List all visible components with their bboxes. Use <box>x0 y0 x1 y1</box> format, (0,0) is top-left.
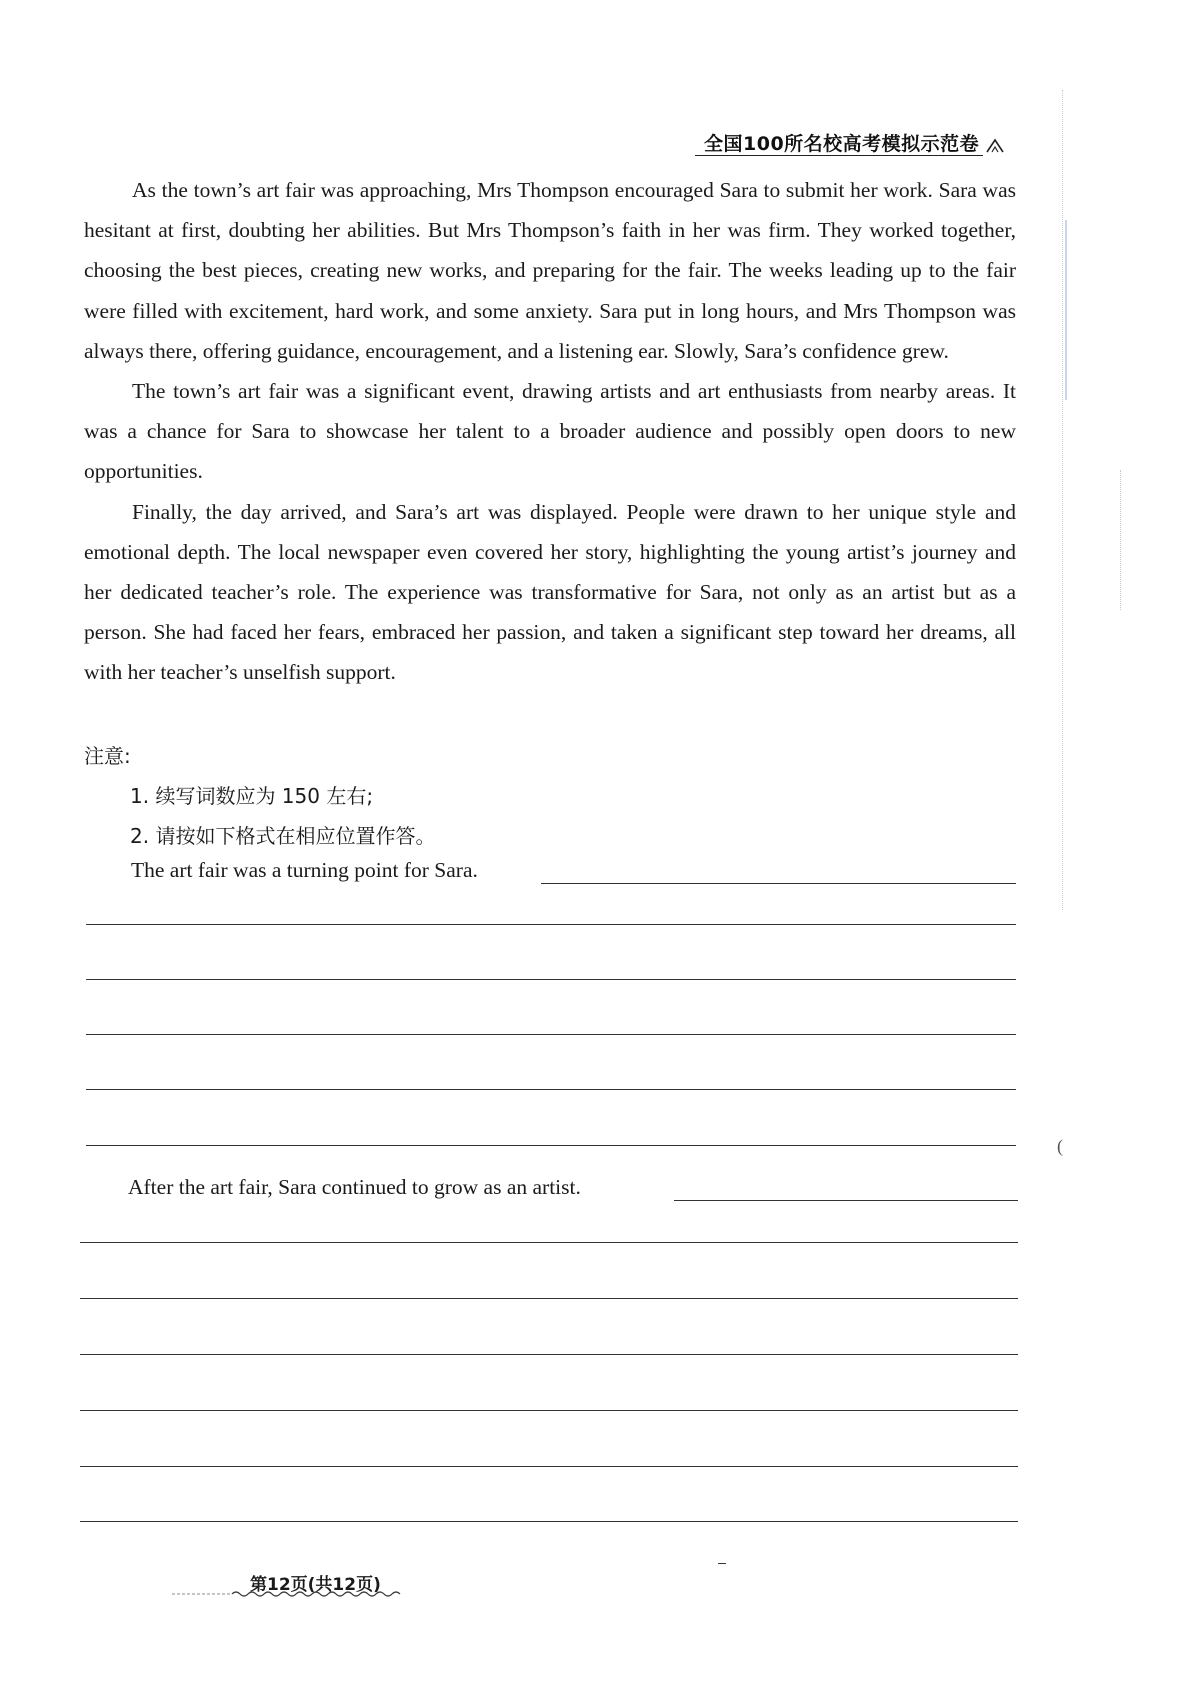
writing-line[interactable] <box>80 1466 1018 1467</box>
continuation-prompt-2: After the art fair, Sara continued to grow as an artist. <box>128 1175 581 1199</box>
writing-line[interactable] <box>86 1089 1016 1090</box>
stray-mark <box>718 1563 726 1564</box>
writing-line[interactable] <box>86 1034 1016 1035</box>
header-rule <box>695 155 983 156</box>
passage-paragraph: As the town’s art fair was approaching, Mrs Thompson encouraged Sara to submit her work. Sara was hesitant at first, doubting her abilities. But Mrs Thompson’s faith in her was firm. They worked together, choosing the best pieces, creating new works, and preparing for the fair. The weeks leading up to the fair were filled with excitement, hard work, and some anxiety. Sara put in long hours, and Mrs Thompson was always there, offering guidance, encouragement, and a listening ear. Slowly, Sara’s confidence grew. <box>84 178 1016 363</box>
passage-paragraph: Finally, the day arrived, and Sara’s art was displayed. People were drawn to her unique style and emotional depth. The local newspaper even covered her story, highlighting the young artist’s journey and her dedicated teacher’s role. The experience was transformative for Sara, not only as an artist but as a person. She had faced her fears, embraced her passion, and taken a significant step toward her dreams, all with her teacher’s unselfish support. <box>84 499 1016 685</box>
binding-margin-line <box>1062 90 1063 910</box>
corner-mark-icon <box>985 136 1005 156</box>
writing-line[interactable] <box>674 1200 1018 1201</box>
writing-line[interactable] <box>80 1242 1018 1243</box>
passage-paragraph: The town’s art fair was a significant event, drawing artists and art enthusiasts from nearby areas. It was a chance for Sara to showcase her talent to a broader audience and possibly open doors to new opportunities. <box>84 379 1016 484</box>
exam-series-title: 全国100所名校高考模拟示范卷 <box>704 133 980 155</box>
writing-line[interactable] <box>80 1410 1018 1411</box>
continuation-prompt-1: The art fair was a turning point for Sara. <box>131 858 478 882</box>
writing-line[interactable] <box>80 1298 1018 1299</box>
reading-passage <box>84 170 1016 693</box>
binding-margin-dots <box>1120 470 1121 610</box>
instructions <box>84 736 435 857</box>
writing-line[interactable] <box>86 924 1016 925</box>
writing-line[interactable] <box>80 1354 1018 1355</box>
binding-margin-mark <box>1065 220 1067 400</box>
page-number: 第12页(共12页) <box>250 1575 381 1595</box>
instruction-item: 1. 续写词数应为 150 左右; <box>130 784 374 809</box>
writing-line[interactable] <box>80 1521 1018 1522</box>
instruction-item: 2. 请按如下格式在相应位置作答。 <box>130 824 436 849</box>
writing-line[interactable] <box>86 1145 1016 1146</box>
instructions-label: 注意: <box>84 744 131 768</box>
writing-line[interactable] <box>541 883 1016 884</box>
margin-mark: ( <box>1057 1136 1063 1156</box>
writing-line[interactable] <box>86 979 1016 980</box>
footer-wave-decoration <box>172 1589 402 1599</box>
